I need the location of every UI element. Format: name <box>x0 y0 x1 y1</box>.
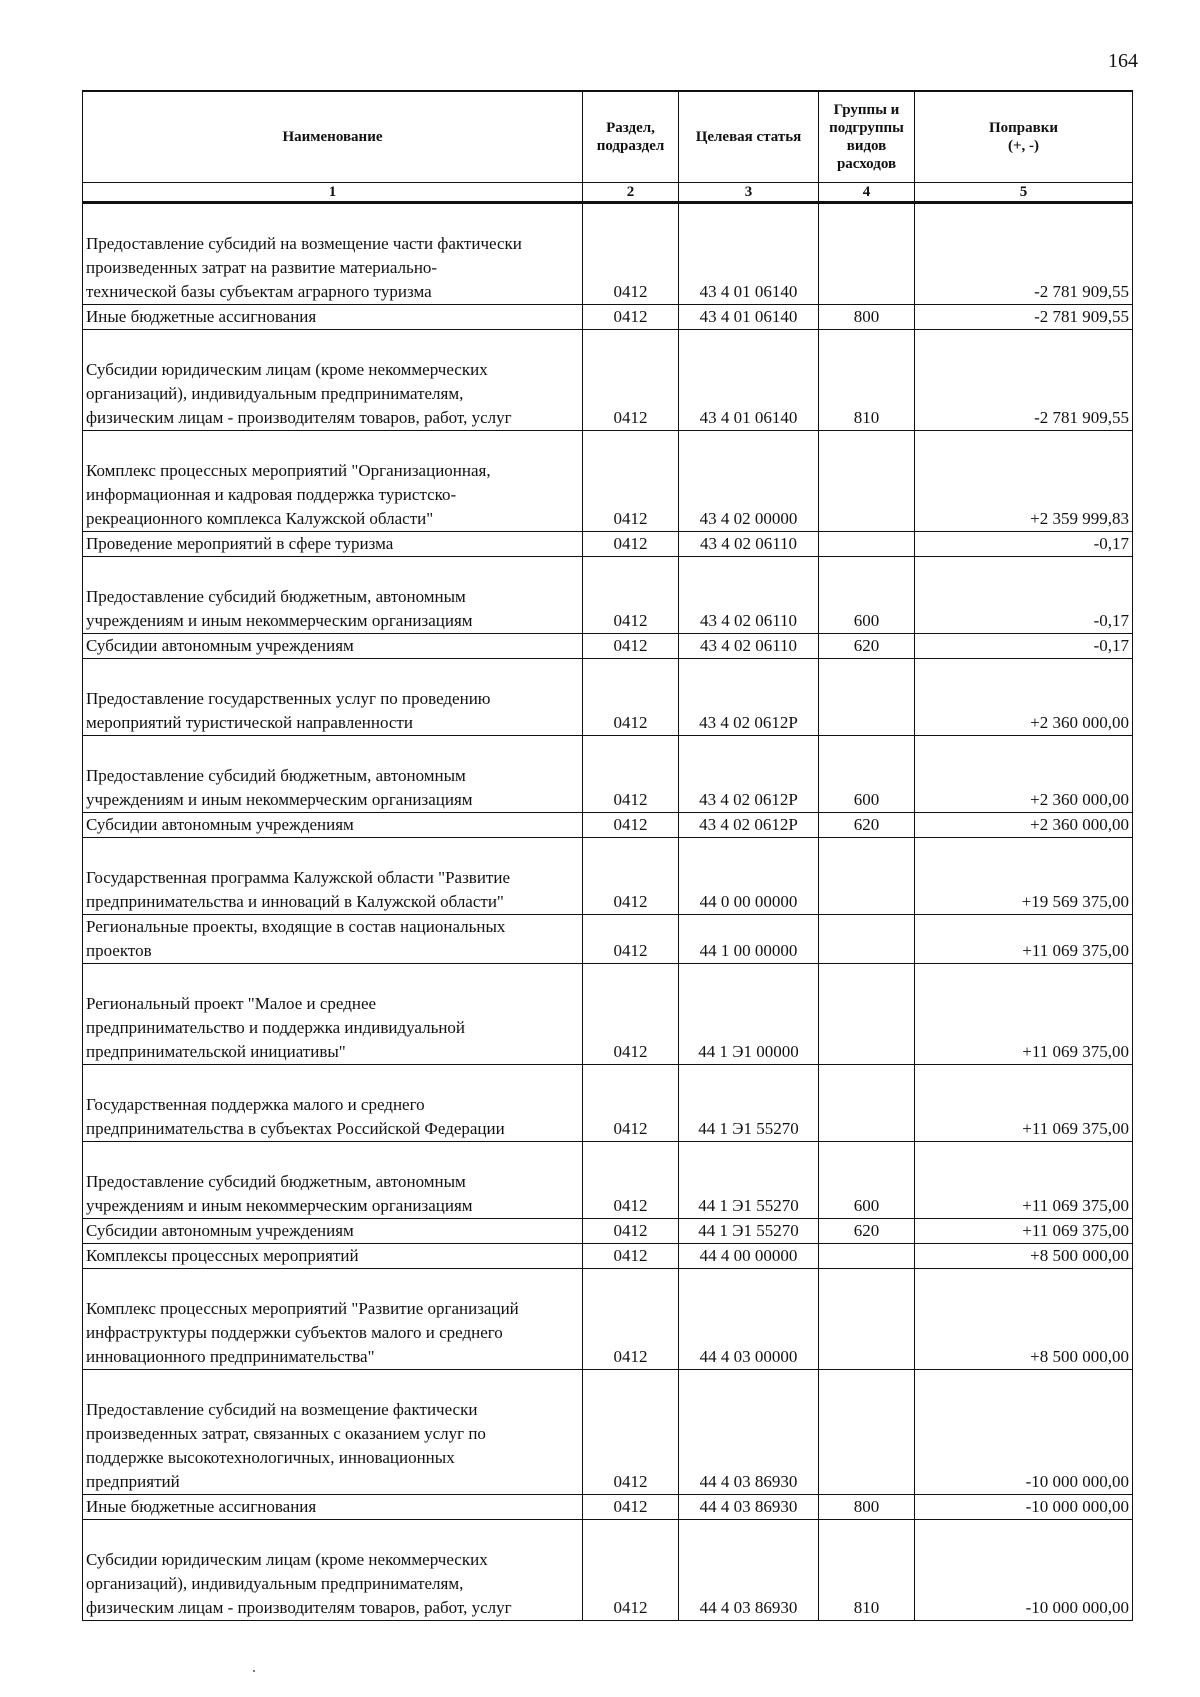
amendment-amount-cell: +2 360 000,00 <box>915 764 1133 813</box>
name-cell: Региональный проект "Малое и среднее предпринимательство и поддержка индивидуальной предпринимательской инициативы" <box>83 992 583 1065</box>
spacer-cell <box>915 431 1133 460</box>
target-article-cell: 43 4 01 06140 <box>679 232 819 305</box>
spacer-cell <box>915 1269 1133 1298</box>
spacer-cell <box>679 838 819 867</box>
row-spacer <box>83 659 1133 688</box>
section-cell: 0412 <box>583 232 679 305</box>
amendment-amount-cell: +11 069 375,00 <box>915 915 1133 964</box>
page-number: 164 <box>1108 50 1138 72</box>
target-article-cell: 43 4 01 06140 <box>679 358 819 431</box>
column-number-row <box>83 183 1133 203</box>
section-cell: 0412 <box>583 1495 679 1520</box>
spacer-cell <box>915 330 1133 359</box>
spacer-cell <box>819 1142 915 1171</box>
header-groups: Группы и подгруппы видов расходов <box>819 91 915 183</box>
column-number: 4 <box>819 183 915 203</box>
target-article-cell: 43 4 02 0612Р <box>679 687 819 736</box>
section-cell: 0412 <box>583 866 679 915</box>
table-row <box>83 1244 1133 1269</box>
section-cell: 0412 <box>583 532 679 557</box>
spacer-cell <box>83 330 583 359</box>
target-article-cell: 43 4 02 06110 <box>679 532 819 557</box>
spacer-cell <box>583 1065 679 1094</box>
name-cell: Региональные проекты, входящие в состав национальных проектов <box>83 915 583 964</box>
expense-group-cell <box>819 1297 915 1370</box>
amendment-amount-cell: +2 360 000,00 <box>915 687 1133 736</box>
spacer-cell <box>83 1065 583 1094</box>
row-spacer <box>83 330 1133 359</box>
row-spacer <box>83 964 1133 993</box>
name-cell: Предоставление субсидий бюджетным, автономным учреждениям и иным некоммерческим организациям <box>83 585 583 634</box>
section-cell: 0412 <box>583 305 679 330</box>
spacer-cell <box>83 1370 583 1399</box>
target-article-cell: 43 4 02 00000 <box>679 459 819 532</box>
amendment-amount-cell: -0,17 <box>915 532 1133 557</box>
amendment-amount-cell: +8 500 000,00 <box>915 1244 1133 1269</box>
expense-group-cell <box>819 1398 915 1495</box>
table-row <box>83 232 1133 305</box>
expense-group-cell: 800 <box>819 1495 915 1520</box>
spacer-cell <box>583 1370 679 1399</box>
expense-group-cell: 600 <box>819 764 915 813</box>
name-cell: Комплексы процессных мероприятий <box>83 1244 583 1269</box>
spacer-cell <box>583 1142 679 1171</box>
section-cell: 0412 <box>583 992 679 1065</box>
spacer-cell <box>915 838 1133 867</box>
expense-group-cell <box>819 1093 915 1142</box>
spacer-cell <box>915 736 1133 765</box>
amendment-amount-cell: -2 781 909,55 <box>915 232 1133 305</box>
spacer-cell <box>819 1269 915 1298</box>
column-number: 1 <box>83 183 583 203</box>
expense-group-cell: 810 <box>819 358 915 431</box>
scan-speck <box>253 1670 255 1672</box>
spacer-cell <box>915 203 1133 233</box>
header-name: Наименование <box>83 91 583 183</box>
row-spacer <box>83 203 1133 233</box>
spacer-cell <box>819 1370 915 1399</box>
spacer-cell <box>679 557 819 586</box>
header-target: Целевая статья <box>679 91 819 183</box>
table-row <box>83 305 1133 330</box>
spacer-cell <box>679 203 819 233</box>
expense-group-cell: 600 <box>819 1170 915 1219</box>
header-amendments: Поправки (+, -) <box>915 91 1133 183</box>
spacer-cell <box>679 964 819 993</box>
target-article-cell: 43 4 02 06110 <box>679 634 819 659</box>
row-spacer <box>83 1142 1133 1171</box>
section-cell: 0412 <box>583 764 679 813</box>
table-row <box>83 1297 1133 1370</box>
amendment-amount-cell: -10 000 000,00 <box>915 1398 1133 1495</box>
spacer-cell <box>679 330 819 359</box>
name-cell: Государственная программа Калужской области "Развитие предпринимательства и инноваций в Калужской области" <box>83 866 583 915</box>
amendment-amount-cell: -2 781 909,55 <box>915 358 1133 431</box>
spacer-cell <box>583 838 679 867</box>
table-row <box>83 1398 1133 1495</box>
spacer-cell <box>679 736 819 765</box>
spacer-cell <box>679 659 819 688</box>
target-article-cell: 44 4 00 00000 <box>679 1244 819 1269</box>
spacer-cell <box>915 659 1133 688</box>
row-spacer <box>83 1520 1133 1549</box>
table-row <box>83 1495 1133 1520</box>
spacer-cell <box>819 431 915 460</box>
target-article-cell: 43 4 02 06110 <box>679 585 819 634</box>
section-cell: 0412 <box>583 1170 679 1219</box>
table-body <box>83 203 1133 1621</box>
spacer-cell <box>679 1142 819 1171</box>
expense-group-cell <box>819 459 915 532</box>
expense-group-cell: 800 <box>819 305 915 330</box>
spacer-cell <box>83 1520 583 1549</box>
row-spacer <box>83 557 1133 586</box>
name-cell: Комплекс процессных мероприятий "Развитие организаций инфраструктуры поддержки субъектов малого и среднего инновационного предпринимательства" <box>83 1297 583 1370</box>
target-article-cell: 44 1 Э1 55270 <box>679 1170 819 1219</box>
section-cell: 0412 <box>583 459 679 532</box>
spacer-cell <box>819 1065 915 1094</box>
name-cell: Предоставление государственных услуг по проведению мероприятий туристической направленности <box>83 687 583 736</box>
name-cell: Комплекс процессных мероприятий "Организационная, информационная и кадровая поддержка туристско- рекреационного комплекса Калужской области" <box>83 459 583 532</box>
spacer-cell <box>819 557 915 586</box>
column-number: 5 <box>915 183 1133 203</box>
name-cell: Предоставление субсидий на возмещение фактически произведенных затрат, связанных с оказанием услуг по поддержке высокотехнологичных, инновационных предприятий <box>83 1398 583 1495</box>
name-cell: Проведение мероприятий в сфере туризма <box>83 532 583 557</box>
expense-group-cell: 810 <box>819 1548 915 1621</box>
spacer-cell <box>915 1370 1133 1399</box>
spacer-cell <box>83 1269 583 1298</box>
expense-group-cell: 620 <box>819 813 915 838</box>
spacer-cell <box>819 1520 915 1549</box>
table-row <box>83 459 1133 532</box>
target-article-cell: 44 1 Э1 55270 <box>679 1093 819 1142</box>
spacer-cell <box>583 1520 679 1549</box>
table-row <box>83 866 1133 915</box>
table-row <box>83 687 1133 736</box>
spacer-cell <box>583 203 679 233</box>
section-cell: 0412 <box>583 687 679 736</box>
spacer-cell <box>83 838 583 867</box>
column-number: 3 <box>679 183 819 203</box>
spacer-cell <box>679 1520 819 1549</box>
spacer-cell <box>583 431 679 460</box>
spacer-cell <box>915 1142 1133 1171</box>
amendment-amount-cell: -0,17 <box>915 585 1133 634</box>
target-article-cell: 44 1 00 00000 <box>679 915 819 964</box>
column-number: 2 <box>583 183 679 203</box>
name-cell: Иные бюджетные ассигнования <box>83 1495 583 1520</box>
target-article-cell: 44 1 Э1 00000 <box>679 992 819 1065</box>
spacer-cell <box>819 330 915 359</box>
section-cell: 0412 <box>583 1548 679 1621</box>
target-article-cell: 44 4 03 86930 <box>679 1548 819 1621</box>
table-row <box>83 764 1133 813</box>
spacer-cell <box>83 557 583 586</box>
name-cell: Государственная поддержка малого и среднего предпринимательства в субъектах Российской Федерации <box>83 1093 583 1142</box>
amendment-amount-cell: +2 360 000,00 <box>915 813 1133 838</box>
spacer-cell <box>83 1142 583 1171</box>
spacer-cell <box>583 659 679 688</box>
spacer-cell <box>83 431 583 460</box>
table-row <box>83 992 1133 1065</box>
spacer-cell <box>679 431 819 460</box>
table-row <box>83 585 1133 634</box>
spacer-cell <box>83 659 583 688</box>
spacer-cell <box>915 964 1133 993</box>
table-row <box>83 634 1133 659</box>
spacer-cell <box>83 964 583 993</box>
row-spacer <box>83 1370 1133 1399</box>
spacer-cell <box>915 1065 1133 1094</box>
target-article-cell: 44 4 03 86930 <box>679 1495 819 1520</box>
amendment-amount-cell: +19 569 375,00 <box>915 866 1133 915</box>
spacer-cell <box>819 964 915 993</box>
row-spacer <box>83 838 1133 867</box>
row-spacer <box>83 1269 1133 1298</box>
table-row <box>83 915 1133 964</box>
spacer-cell <box>819 838 915 867</box>
spacer-cell <box>83 736 583 765</box>
name-cell: Иные бюджетные ассигнования <box>83 305 583 330</box>
amendment-amount-cell: -10 000 000,00 <box>915 1495 1133 1520</box>
section-cell: 0412 <box>583 1244 679 1269</box>
header-section: Раздел, подраздел <box>583 91 679 183</box>
section-cell: 0412 <box>583 1219 679 1244</box>
target-article-cell: 44 4 03 00000 <box>679 1297 819 1370</box>
expense-group-cell <box>819 992 915 1065</box>
header-row <box>83 91 1133 183</box>
section-cell: 0412 <box>583 1093 679 1142</box>
spacer-cell <box>915 1520 1133 1549</box>
name-cell: Субсидии автономным учреждениям <box>83 813 583 838</box>
spacer-cell <box>915 557 1133 586</box>
name-cell: Субсидии автономным учреждениям <box>83 634 583 659</box>
amendment-amount-cell: -10 000 000,00 <box>915 1548 1133 1621</box>
name-cell: Субсидии автономным учреждениям <box>83 1219 583 1244</box>
section-cell: 0412 <box>583 634 679 659</box>
expense-group-cell <box>819 915 915 964</box>
name-cell: Субсидии юридическим лицам (кроме некоммерческих организаций), индивидуальным предпринимателям, физическим лицам - производителям товаров, работ, услуг <box>83 358 583 431</box>
table-row <box>83 532 1133 557</box>
name-cell: Предоставление субсидий бюджетным, автономным учреждениям и иным некоммерческим организациям <box>83 764 583 813</box>
spacer-cell <box>819 203 915 233</box>
spacer-cell <box>583 1269 679 1298</box>
table-row <box>83 1548 1133 1621</box>
row-spacer <box>83 431 1133 460</box>
expense-group-cell: 600 <box>819 585 915 634</box>
target-article-cell: 44 1 Э1 55270 <box>679 1219 819 1244</box>
amendment-amount-cell: +8 500 000,00 <box>915 1297 1133 1370</box>
table-row <box>83 358 1133 431</box>
expense-group-cell: 620 <box>819 1219 915 1244</box>
row-spacer <box>83 1065 1133 1094</box>
spacer-cell <box>679 1065 819 1094</box>
expense-group-cell <box>819 687 915 736</box>
expense-group-cell <box>819 1244 915 1269</box>
expense-group-cell: 620 <box>819 634 915 659</box>
amendment-amount-cell: -2 781 909,55 <box>915 305 1133 330</box>
spacer-cell <box>583 964 679 993</box>
spacer-cell <box>819 659 915 688</box>
section-cell: 0412 <box>583 358 679 431</box>
section-cell: 0412 <box>583 1297 679 1370</box>
amendment-amount-cell: +11 069 375,00 <box>915 992 1133 1065</box>
spacer-cell <box>819 736 915 765</box>
spacer-cell <box>679 1269 819 1298</box>
section-cell: 0412 <box>583 915 679 964</box>
target-article-cell: 44 0 00 00000 <box>679 866 819 915</box>
spacer-cell <box>583 557 679 586</box>
name-cell: Субсидии юридическим лицам (кроме некоммерческих организаций), индивидуальным предпринимателям, физическим лицам - производителям товаров, работ, услуг <box>83 1548 583 1621</box>
amendment-amount-cell: +11 069 375,00 <box>915 1170 1133 1219</box>
table-row <box>83 1219 1133 1244</box>
budget-amendments-table <box>82 90 1133 1621</box>
table-row <box>83 1093 1133 1142</box>
spacer-cell <box>583 736 679 765</box>
expense-group-cell <box>819 532 915 557</box>
section-cell: 0412 <box>583 1398 679 1495</box>
amendment-amount-cell: +11 069 375,00 <box>915 1219 1133 1244</box>
expense-group-cell <box>819 232 915 305</box>
amendment-amount-cell: -0,17 <box>915 634 1133 659</box>
section-cell: 0412 <box>583 813 679 838</box>
target-article-cell: 43 4 02 0612Р <box>679 813 819 838</box>
section-cell: 0412 <box>583 585 679 634</box>
amendment-amount-cell: +2 359 999,83 <box>915 459 1133 532</box>
target-article-cell: 43 4 02 0612Р <box>679 764 819 813</box>
target-article-cell: 43 4 01 06140 <box>679 305 819 330</box>
target-article-cell: 44 4 03 86930 <box>679 1398 819 1495</box>
row-spacer <box>83 736 1133 765</box>
expense-group-cell <box>819 866 915 915</box>
amendment-amount-cell: +11 069 375,00 <box>915 1093 1133 1142</box>
spacer-cell <box>83 203 583 233</box>
spacer-cell <box>679 1370 819 1399</box>
spacer-cell <box>583 330 679 359</box>
name-cell: Предоставление субсидий на возмещение части фактически произведенных затрат на развитие материально- технической базы субъектам аграрного туризма <box>83 232 583 305</box>
table-row <box>83 1170 1133 1219</box>
name-cell: Предоставление субсидий бюджетным, автономным учреждениям и иным некоммерческим организациям <box>83 1170 583 1219</box>
table-row <box>83 813 1133 838</box>
